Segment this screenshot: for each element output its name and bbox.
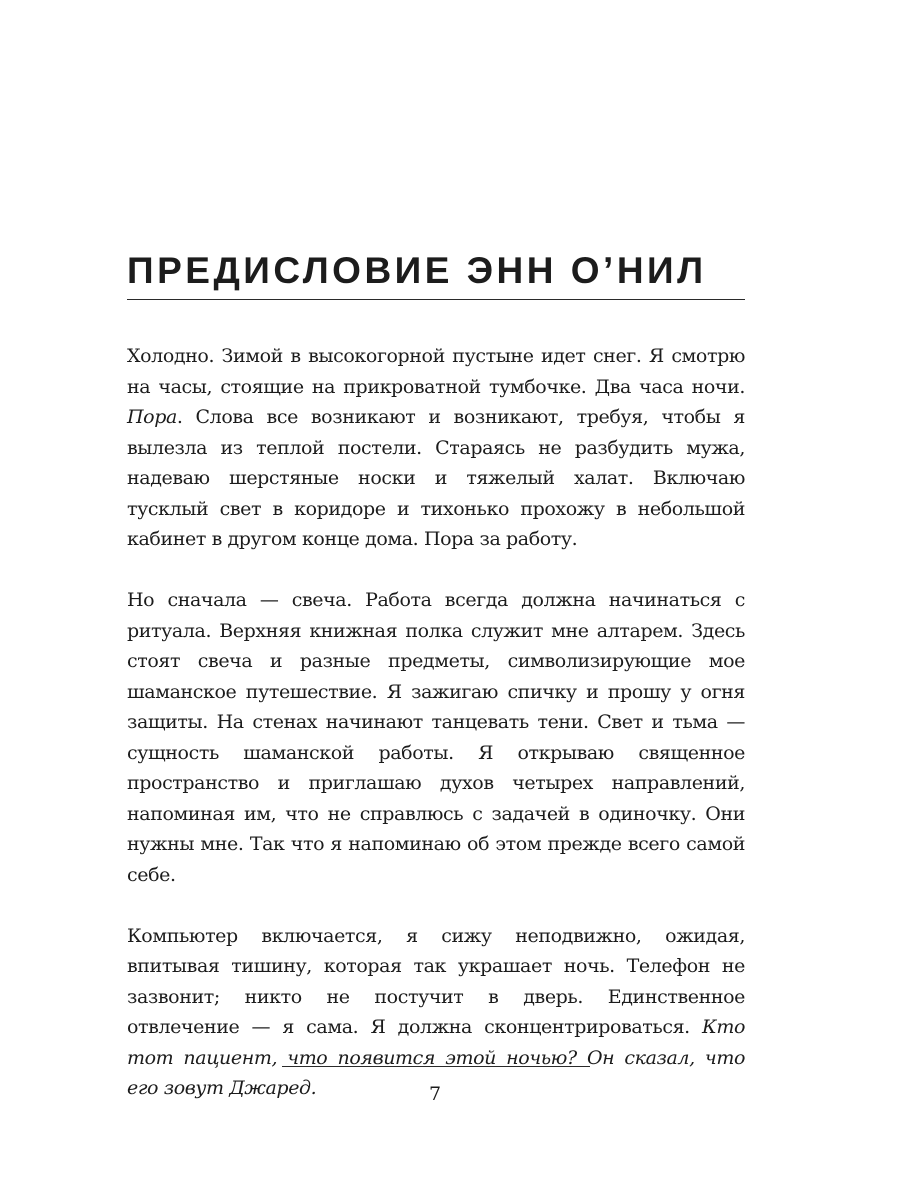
text-run: . Слова все возникают и возникают, требуя, чтобы я вылезла из теплой постели. Стараясь не разбудить мужа, надеваю шерстяные носки и тяжелый халат. Включаю тусклый свет в коридоре и тихонько прохожу в небольшой кабинет в другом конце дома. Пора за работу. xyxy=(127,406,745,550)
footer-rule xyxy=(282,1066,590,1067)
body-text xyxy=(127,341,745,1104)
paragraph-3 xyxy=(127,921,745,1104)
italic-text-run: Пора xyxy=(127,406,177,428)
italic-text-run: Кто тот пациент, что появится этой ночью? Он сказал, что его зовут Джаред. xyxy=(127,1016,745,1099)
chapter-title: ПРЕДИСЛОВИЕ ЭНН О’НИЛ xyxy=(127,250,707,291)
text-run: Холодно. Зимой в высокогорной пустыне идет снег. Я смотрю на часы, стоящие на прикроватной тумбочке. Два часа ночи. xyxy=(127,345,745,398)
text-run: Компьютер включается, я сижу неподвижно, ожидая, впитывая тишину, которая так украшает ночь. Телефон не зазвонит; никто не постучит в дверь. Единственное отвлечение — я сама. Я должна сконцентрироваться. xyxy=(127,924,745,1038)
text-run: Но сначала — свеча. Работа всегда должна начинаться с ритуала. Верхняя книжная полка служит мне алтарем. Здесь стоят свеча и разные предметы, символизирующие мое шаманское путешествие. Я зажигаю спичку и прошу у огня защиты. На стенах начинают танцевать тени. Свет и тьма — сущность шаманской работы. Я открываю священное пространство и приглашаю духов четырех направлений, напоминая им, что не справлюсь с задачей в одиночку. Они нужны мне. Так что я напоминаю об этом прежде всего самой себе. xyxy=(127,589,745,886)
paragraph-1 xyxy=(127,341,745,555)
title-underline xyxy=(127,299,745,300)
page-number: 7 xyxy=(428,1083,442,1105)
paragraph-2 xyxy=(127,585,745,890)
